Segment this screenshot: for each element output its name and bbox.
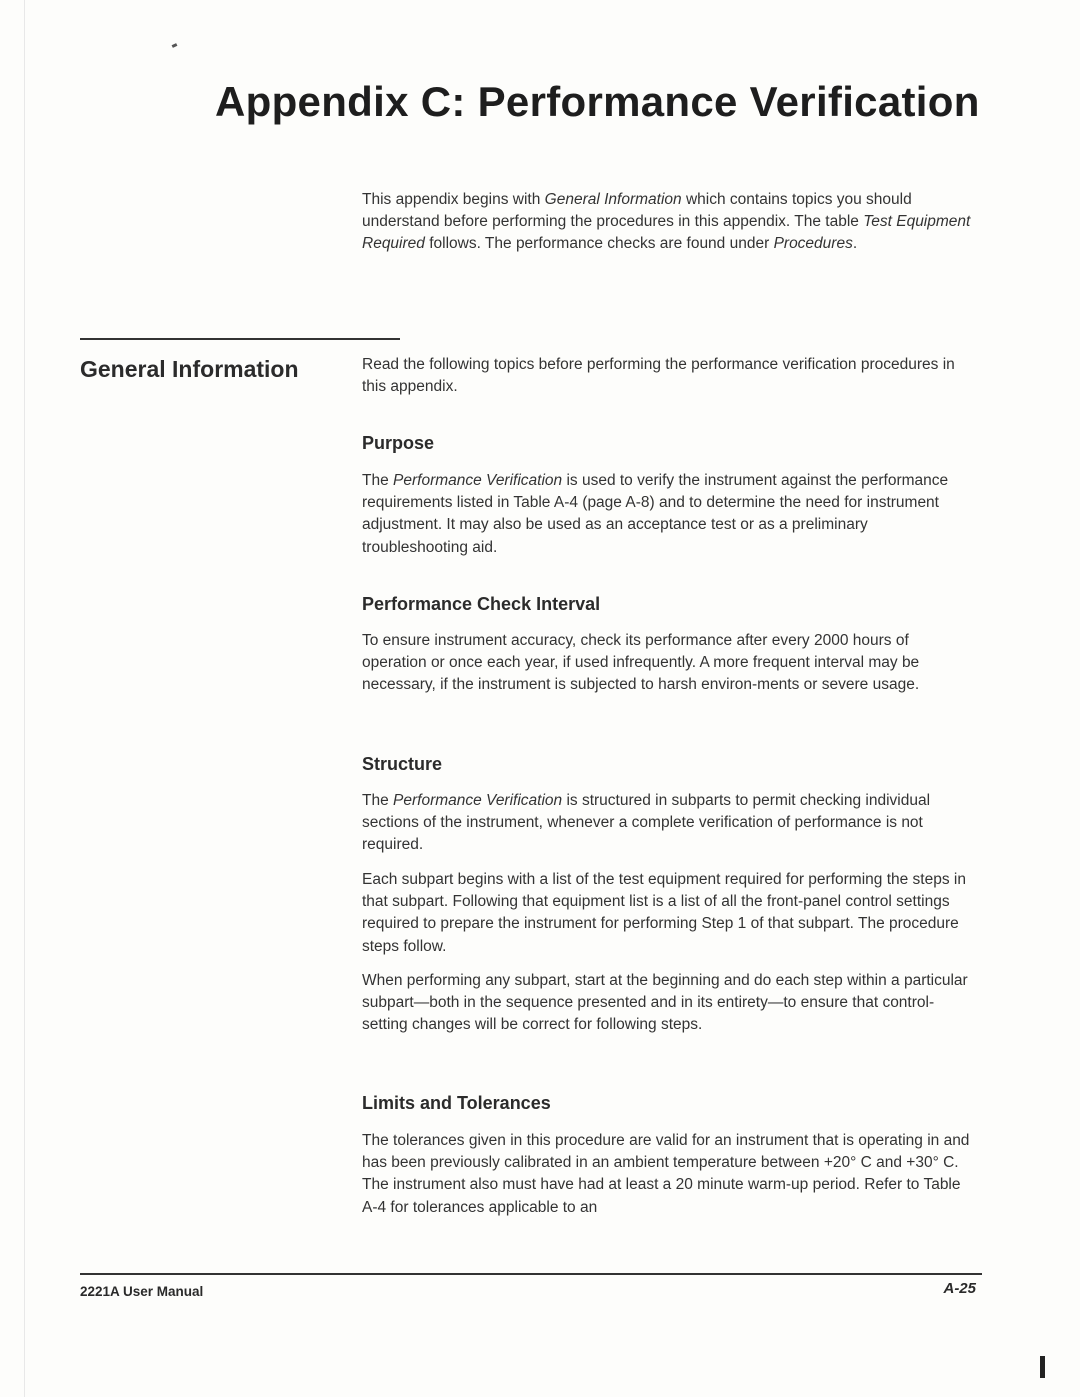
footer-rule [80, 1273, 982, 1275]
scan-speck [172, 43, 178, 48]
footer-manual-title: 2221A User Manual [80, 1284, 204, 1299]
structure-paragraph-1: The Performance Verification is structured in subparts to permit checking individual sections of the instrument, whenever a complete verification of performance is not required. [362, 792, 931, 854]
limits-heading: Limits and Tolerances [362, 1093, 551, 1113]
intro-paragraph: This appendix begins with General Information which contains topics you should understand before performing the procedures in this appendix. The table Test Equipment Required follows. The performance checks are found under Procedures. [362, 191, 971, 253]
general-information-text: Read the following topics before performing the performance verification procedures in this appendix. [362, 356, 955, 396]
footer-page-number: A-25 [943, 1280, 976, 1297]
structure-heading: Structure [362, 754, 443, 774]
structure-paragraph-3: When performing any subpart, start at the beginning and do each step within a particular subpart—both in the sequence presented and in its entirety—to ensure that control-setting changes will be correct for following steps. [362, 972, 968, 1034]
interval-text: To ensure instrument accuracy, check its performance after every 2000 hours of operation or once each year, if used infrequently. A more frequent interval may be necessary, if the instrument is subjected to harsh environ-ments or severe usage. [362, 632, 920, 694]
general-information-heading: General Information [80, 356, 299, 382]
limits-text: The tolerances given in this procedure are valid for an instrument that is operating in and has been previously calibrated in an ambient temperature between +20° C and +30° C. The instrument also must have had at least a 20 minute warm-up period. Refer to Table A-4 for tolerances applicable to an [362, 1132, 970, 1216]
section-rule [80, 338, 400, 340]
scan-edge-mark [1040, 1356, 1045, 1378]
scan-margin-line [24, 0, 25, 1397]
interval-heading: Performance Check Interval [362, 594, 601, 614]
purpose-heading: Purpose [362, 433, 435, 453]
page-title: Appendix C: Performance Verification [215, 78, 980, 125]
structure-paragraph-2: Each subpart begins with a list of the test equipment required for performing the steps in that subpart. Following that equipment list is a list of all the front-panel control settings required to prepare the instrument for performing Step 1 of that subpart. The procedure steps follow. [362, 871, 966, 955]
purpose-text: The Performance Verification is used to verify the instrument against the performance requirements listed in Table A-4 (page A-8) and to determine the need for instrument adjustment. It may also be used as an acceptance test or as a preliminary troubleshooting aid. [362, 472, 949, 556]
